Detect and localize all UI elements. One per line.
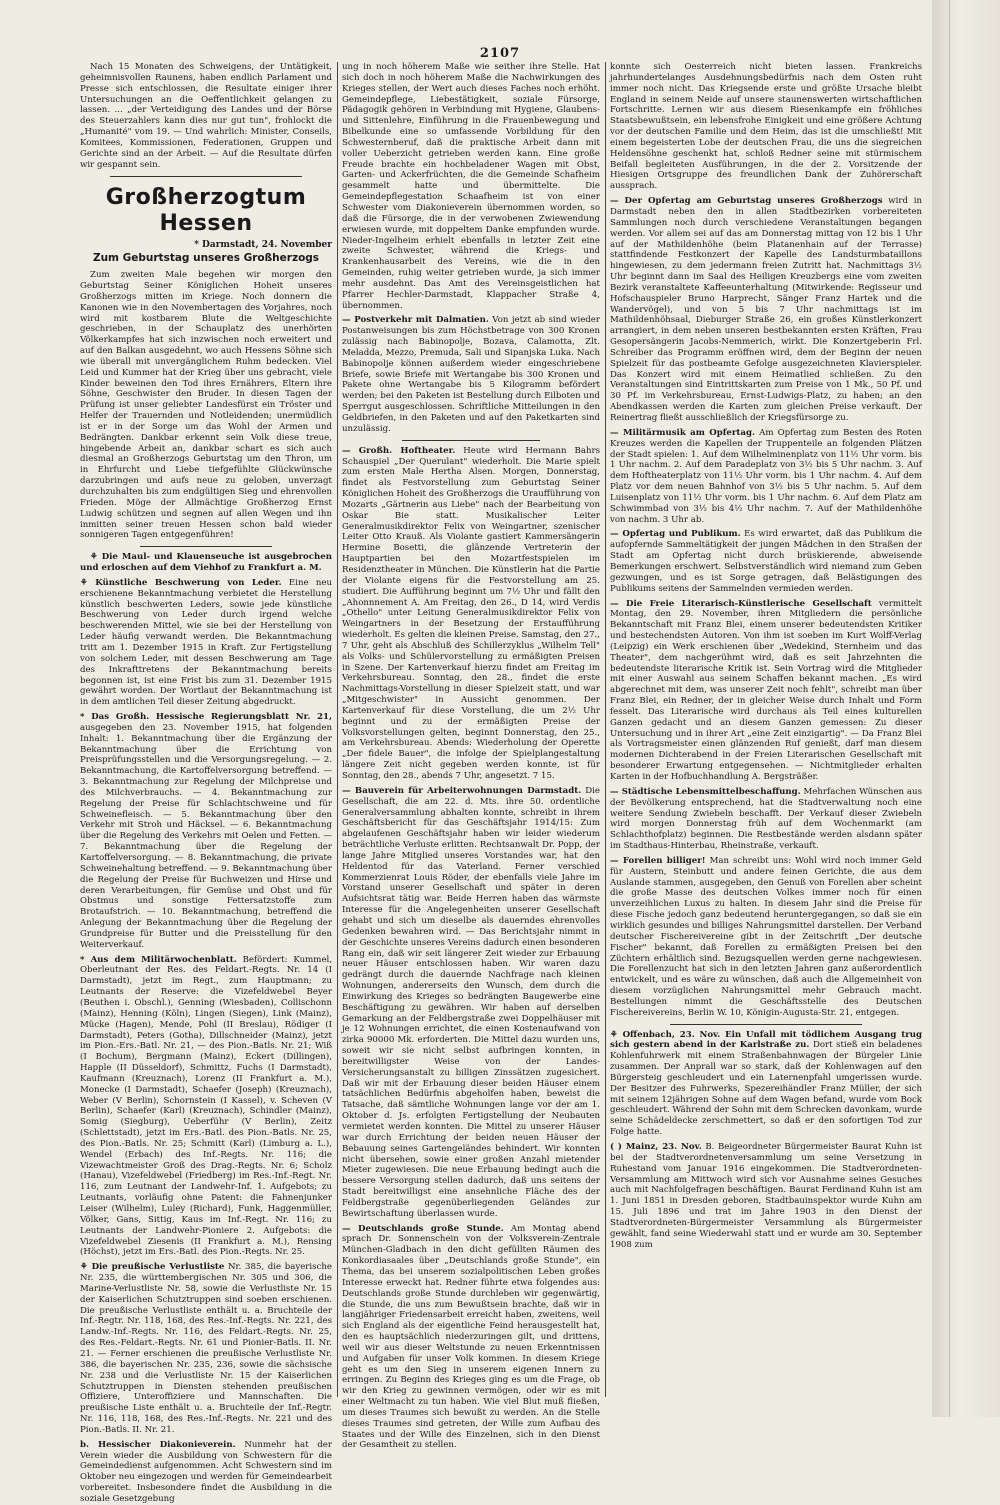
article-diakonieverein-title: b. Hessischer Diakonieverein. [80, 1439, 236, 1450]
page-edge-line [949, 0, 950, 1417]
separator [110, 176, 302, 177]
separator [402, 440, 540, 441]
article-militaermusik [610, 428, 922, 526]
binding-edge [932, 0, 1000, 1417]
separator [140, 546, 272, 547]
article-grosse-stunde-cont: konnte sich Oesterreich nicht bieten lassen. Frankreichs jahrhundertelanges Ausdehnungsbedürfnis nach dem Osten ruht immer noch nicht. Das Kriegsende erste und größte Ursache bleibt England in seinem Neide auf unsere staunenswerten wirtschaftlichen Fortschritte. Lernen wir aus diesem Riesenkampfe ein fröhliches Staatsbewußtsein, ein lebensfrohe Einigkeit und eine größere Achtung vor der deutschen Familie und dem Heim, das ist die umschließt! Mit einem begeisterten Lobe der deutschen Frau, die uns die siegreichen Heldensöhne geschenkt hat, schloß Redner seine mit stürmischem Beifall begleiteten Ausführungen, in die der 2. Vorsitzende der Hiesigen Ortsgruppe des freundlichen Dank der Zuhörerschaft aussprach. [610, 62, 922, 192]
column-rule-2 [605, 62, 606, 1397]
article-diakonieverein-text: Nunmehr hat der Verein wieder die Ausbildung von Schwestern für die Gemeindedienst aufgenommen. Acht Schwestern sind im Oktober neu eingezogen und werden für Gemeindearbeit vorbereitet. Insbesondere findet die Ausbildung in die soziale Gesetzgebung [80, 1439, 332, 1504]
article-postverkehr [342, 315, 600, 434]
article-literarische-gesellschaft [610, 599, 922, 783]
article-mainz-title: ( ) Mainz, 23. Nov. [610, 1142, 702, 1152]
article-mainz-text: B. Beigeordneter Bürgermeister Baurat Kuhn ist bei der Stadtverordnetenversammlung um seine Versetzung in Ruhestand vom Januar 1916 eingekommen. Die Stadtverordneten-Versammlung am Mittwoch wird sich vor Ausnahme seines Gesuches auch mit Nachfolgefragen beschäftigen. Baurat Ferdinand Kuhn ist am 1. Juni 1851 in Dresden geboren, Stadtbauinspektor wurde Kuhn am 15. Juli 1896 und trat im Jahre 1903 in den Dienst der Stadtverordneten-Bürgermeister Versammlung als Bürgermeister gewählt, fand seine Wiederwahl statt und er wurde am 30. September 1908 zum [610, 1142, 922, 1250]
article-grosse-stunde-title: — Deutschlands große Stunde. [342, 1223, 504, 1234]
article-lebensmittel-title: — Städtische Lebensmittelbeschaffung. [610, 786, 801, 797]
article-verlustliste-text: Nr. 385, die bayerische Nr. 235, die württembergischen Nr. 305 und 306, die Marine-Verlustliste Nr. 58, sowie die Verlustliste Nr. 15 der Kaiserlichen Schutztruppen sind soeben erschienen. Die preußische Verlustliste enthält u. a. Bruchteile der Inf.-Regtr. Nr. 118, 168, des Res.-Inf.-Regts. Nr. 221, des Landw.-Inf.-Regts. Nr. 116, des Feldart.-Regts. Nr. 25, des Res.-Feldart.-Regts. Nr. 61 und Pionier-Batls. II. Nr. 21. — Ferner erschienen die preußische Verlustliste Nr. 386, die bayerischen Nr. 235, 236, sowie die sächsische Nr. 238 und die Verlustliste Nr. 15 der Kaiserlichen Schutztruppen in Diensten stehenden preußischen Offiziere, Unteroffiziere und Mannschaften. Die preußische Liste enthält u. a. Bruchteile der Inf.-Regtr. Nr. 116, 118, 168, des Res.-Inf.-Regts. Nr. 221 und des Pion.-Batls. II. Nr. 21. [80, 1262, 332, 1435]
article-leder-text: Eine neu erschienene Bekanntmachung verbietet die Herstellung künstlich beschwerten Leders, sowie jede künstliche Beschwerung von Leder durch irgend welche beschwerenden Mittel, wie sie bei der Herstellung von Leder häufig verwandt werden. Die Bekanntmachung tritt am 1. Dezember 1915 in Kraft. Zur Fertigstellung von solchem Leder, mit dessen Beschwerung am Tage des Inkrafttretens der Bekanntmachung bereits begonnen ist, ist eine Frist bis zum 31. Dezember 1915 gewährt worden. Der Wortlaut der Bekanntmachung ist in dem amtlichen Teil dieser Zeitung abgedruckt. [80, 577, 333, 708]
article-literarische-gesellschaft-title: — Die Freie Literarisch-Künstlerische Gesellschaft [610, 598, 872, 609]
article-opfertag-title: — Der Opfertag am Geburtstag unseres Großherzogs [610, 196, 883, 207]
page-number: 2107 [479, 46, 521, 61]
article-bauverein-text: Die Gesellschaft, die am 22. d. Mts. ihre 50. ordentliche Generalversammlung abhalten konnte, schreibt in ihrem Geschäftsbericht für das Geschäftsjahr 1914/15: Zum abgelaufenen Geschäftsjahr haben wir leider wiederum beträchtliche Verluste erlitten. Rechtsanwalt Dr. Popp, der lange Jahre Mitglied unseres Vorstandes war, hat den Heldentod für das Vaterland. Ferner verschied Kommerzienrat Louis Röder, der ebenfalls viele Jahre im Vorstand unserer Gesellschaft und später in deren Aufsichtsrat tätig war. Beide Herren haben das wärmste Interesse für die Angelegenheiten unserer Gesellschaft gehabt und sich um dieselbe als dauerndes ehrenvolles Gedenken bewahren wird. — Das Berichtsjahr nimmt in der Geschichte unseres Vereins dadurch einen besonderen Rang ein, daß wir seit längerer Zeit wieder zur Erbauung neuer Häuser entschlossen haben. Wir waren dazu gedrängt durch die dauernde Nachfrage nach kleinen Wohnungen, andererseits den Wunsch, dem durch die Einwirkung des Krieges so bedrängten Baugewerbe eine Beschäftigung zu gewähren. Wir haben auf derselben Gemarkung an der Feldbergstraße zwei Doppelhäuser mit je 12 Wohnungen errichtet, die einen Kostenaufwand von zirka 90000 Mk. erforderten. Die Mittel dazu wurden uns, soweit wir sie nicht selbst aufbringen konnten, in bereitwilligster Weise von der Landes-Versicherungsanstalt zu billigen Zinssätzen zugesichert. Daß wir mit der Erbauung dieser beiden Häuser einem tatsächlichen Bedürfnis abgeholfen haben, beweist die Tatsache, daß sämtliche Wohnungen lange vor der am 1. Oktober d. Js. erfolgten Fertigstellung der Neubauten vermietet werden konnten. Die Mittel zu unserer Häuser war durch Errichtung der beiden neuen Häuser der Bebauung seines Gartengeländes behindert. Wir konnten nicht übersehen, sowie einer großen Anzahl mietender Mieter zugewiesen. Die neue Erbauung bedingt auch die bessere Versorgung stellen dadurch, daß uns seitens der Stadt bereitwilligst eine ansehnliche Fläche des der Feldbergstraße gegenüberliegenden Geländes zur Bewirtschaftung überlassen wurde. [342, 785, 600, 1219]
article-militaermusik-text: Am Opfertag zum Besten des Roten Kreuzes werden die Kapellen der Truppenteile an folgenden Plätzen der Stadt spielen: 1. Auf dem Wilhelminenplatz von 11½ Uhr vorm. bis 1 Uhr nachm. 2. Auf dem Paradeplatz von 3½ bis 5 Uhr nachm. 3. Auf dem Hoftheaterplatz von 11½ Uhr vorm. bis 1 Uhr nachm. 4. Auf dem Platz vor dem neuen Bahnhof von 3½ bis 5 Uhr nachm. 5. Auf dem Luisenplatz von 11½ Uhr vorm. bis 1 Uhr nachm. 6. Auf dem Platz am Schwimmbad von 3½ bis 4½ Uhr nachm. 7. Auf der Mathildenhöhe von nachm. 3 Uhr ab. [610, 427, 923, 525]
article-postverkehr-text: Von jetzt ab sind wieder Postanweisungen bis zum Höchstbetrage von 300 Kronen zulässig nach Babinopolje, Bozava, Calamotta, Zlt. Meladda, Mezzo, Premuda, Sali und Sipanjska Luka. Nach Babinopolje können außerdem wieder eingeschriebene Briefe, sowie Briefe mit Wertangabe bis 300 Kronen und Pakete ohne Wertangabe bis 5 Kilogramm befördert werden; bei den Paketen ist Bestellung durch Eilboten und Sperrgut ausgeschlossen. Schriftliche Mitteilungen in den Geldbriefen, in den Paketen und auf den Paketkarten sind unzulässig. [342, 315, 601, 434]
article-mainz [610, 1142, 922, 1250]
article-forellen-text: Man schreibt uns: Wohl wird noch immer Geld für Austern, Steinbutt und andere feinen Gerichte, die aus dem Auslande stammen, ausgegeben, den Genuß von Forellen aber scheint die große Masse des deutschen Volkes immer noch für einen unverzeihlichen Luxus zu halten. In diesem Jahr sind die Preise für diese Fische jedoch ganz bedeutend heruntergegangen, so daß sie ein wirklich gesundes und billiges Nahrungsmittel darstellen. Der Verband deutscher Fischereivereine gibt in der Zeitschrift „Der deutsche Fischer" bekannt, daß Forellen zu ermäßigten Preisen bei den Züchtern erhältlich sind. Bezugsquellen werden gerne nachgewiesen. Die Forellenzucht hat sich in den letzten Jahren ganz außerordentlich entwickelt, und es wäre zu wünschen, daß auch die Allgemeinheit von diesem vorzüglichen Nahrungsmittel mehr Gebrauch macht. Bestellungen nimmt die Geschäftsstelle des Deutschen Fischereivereins, Berlin W. 10, Königin-Augusta-Str. 21, entgegen. [610, 855, 923, 1018]
article-seuche: ⚘ Die Maul- und Klauenseuche ist ausgebrochen und erloschen auf dem Viehhof zu Frankfurt a. M. [80, 552, 332, 574]
article-hoftheater [342, 446, 600, 782]
column-2 [342, 62, 601, 1451]
section-header: Großherzogtum Hessen [105, 185, 307, 237]
dateline: * Darmstadt, 24. November [194, 240, 332, 251]
article-regierungsblatt [80, 712, 332, 951]
article-verlustliste [80, 1262, 332, 1436]
article-regierungsblatt-title: * Das Großh. Hessische Regierungsblatt Nr. 21, [80, 712, 332, 723]
article-militaerwochenblatt-text: Befördert: Kummel, Oberleutnant der Res. des Feldart.-Regts. Nr. 14 (I Darmstadt), jetzt im Regt., zum Hauptmann; zu Leutnants der Reserve: die Vizefeldwebel Beyer (Beuthen i. Obschl.), Genning (Wiesbaden), Collischonn (Mainz), Henning (Köln), Lingen (Siegen), Link (Mainz), Mücke (Hagen), Mende, Pohl (II Breslau), Rödiger (I Darmstadt), Peters (Gotha), Dillschneider (Mainz), jetzt im Pion.-Ers.-Batl. Nr. 21, — des Pion.-Batls. Nr. 21; Wiß (I Bochum), Bergmann (Mainz), Eckert (Dillingen), Happle (II Düsseldorf), Schmittz, Fuchs (I Darmstadt), Kaufmann (Kreuznach), Lorenz (II Frankfurt a. M.), Monecke (I Darmstadt), Schaefer (Joseph) (Kreuznach), Weber (V Berlin), Schornstein (I Kassel), v. Scheven (V Berlin), Schaefer (Karl) (Kreuznach), Schindler (Mainz), Somig (Siegburg), Ueberführ (V Berlin), Zeitz (Schlettstadt), jetzt im Ers.-Batl. des Pion.-Batls. Nr. 25, des Pion.-Batls. Nr. 25; Schmitt (Karl) (Limburg a. L.), Wendel (Erbach) des Inf.-Regts. Nr. 116; die Vizewachtmeister Groß des Drag.-Regts. Nr. 6; Scholz (Hanau), Vizefeldwebel (Friedberg) im Res.-Inf.-Regt. Nr. 116, zum Leutnant der Landwehr-Inf. 1. Aufgebots; zu Leutnants, vorläufig ohne Patent: die Fahnenjunker Leiser (Wilhelm), Luley (Richard), Funk, Haggenmüller, Völker, Gans, Sittig, Kaus im Inf.-Regt. Nr. 116; zu Leutnants der Landwehr-Pioniere 2. Aufgebots: die Vizefeldwebel Ziesenis (II Frankfurt a. M.), Rensing (Höchst), jetzt im Ers.-Batl. des Pion.-Regts. Nr. 25. [80, 954, 333, 1258]
column-3 [610, 62, 922, 1407]
column-rule-1 [337, 62, 338, 1397]
article-hoftheater-text: Heute wird Hermann Bahrs Schauspiel „Der Querulant" wiederholt. Die Marie spielt zum ersten Male Hertha Alsen. Morgen, Donnerstag, findet als Festvorstellung zum Geburtstag Seiner Königlichen Hoheit des Großherzogs die Uraufführung von Mozarts „Gärtnerin aus Liebe" nach der Bearbeitung von Oskar Bie statt. Musikalischer Leiter Generalmusikdirektor Felix von Weingartner, szenischer Leiter Otto Krauß. Als Violante gastiert Kammersängerin Hermine Bosetti, die glänzende Vertreterin der Hauptpartien bei den Mozartfestspielen im Residenztheater in München. Die Künstlerin hat die Partie der Violante eigens für die Festvorstellung am 25. studiert. Die Aufführung beginnt um 7½ Uhr und fällt den „Ahonnnement A. Am Freitag, den 26., D 14, wird Verdis „Othello" unter Leitung Generalmusikdirektor Felix von Weingartners in der Besetzung der Erstaufführung wiederholt. Es gelten die kleinen Preise. Samstag, den 27., 7 Uhr, geht als Abschluß des Schillerzyklus „Wilhelm Tell" als Volks- und Schülervorstellung zu ermäßigten Preisen in Szene. Der Kartenverkauf hierzu findet am Freitag im Verkehrsbureau. Sonntag, den 28., findet die erste Nachmittags-Vorstellung in dieser Spielzeit statt, und war „Mitgeschwister" in Aussicht genommen. Der Kartenverkauf für diese Vorstellung, die um 2½ Uhr beginnt und zu der ermäßigten Preise der Volksvorstellungen gelten, beginnt Donnerstag, den 25., am Verkehrsbureau. Abends: Wiederholung der Operette „Der fidele Bauer", die infolge der Spielplangestaltung längere Zeit nicht gegeben werden konnte, ist für Sonntag, den 28., abends 7 Uhr, angesetzt. 7 15. [342, 445, 601, 781]
article-militaerwochenblatt-title: * Aus dem Militärwochenblatt. [80, 954, 237, 965]
article-publikum-text: Es wird erwartet, daß das Publikum die aufopfernde Sammeltätigkeit der jungen Mädchen in den Straßen der Stadt am Opfertag nicht durch brüskierende, abweisende Bemerkungen erschwert. Selbstverständlich wird niemand zum Geben gezwungen, und es ist Sorge getragen, daß Belästigungen des Publikums seitens der Sammelnden vermieden werden. [610, 529, 922, 594]
article-diakonieverein [80, 1440, 332, 1505]
article-regierungsblatt-text: ausgegeben den 23. November 1915, hat folgenden Inhalt: 1. Bekanntmachung über die Ergänzung der Bekanntmachung über die Errichtung von Preisprüfungsstellen und die Versorgungsregelung. — 2. Bekanntmachung, die Kartoffelversorgung betreffend. — 3. Bekanntmachung zur Regelung der Milchpreise und des Milchverbrauchs. — 4. Bekanntmachung zur Regelung der Preise für Schlachtschweine und für Schweinefleisch. — 5. Bekanntmachung über den Verkehr mit Stroh und Häcksel. — 6. Bekanntmachung über die Regelung des Verkehrs mit Oelen und Fetten. — 7. Bekanntmachung über die Regelung der Kartoffelversorgung. — 8. Bekanntmachung, die private Schweinehaltung betreffend. — 9. Bekanntmachung über die Regelung der Preise für Buchweizen und Hirse und deren Verarbeitungen, für Gemüse und Obst und für Obstmus und sonstige Fettersatzstoffe zum Brotaufstrich. — 10. Bekanntmachung, betreffend die Anlegung der Bekanntmachung über die Regelung der Grundpreise für Butter und die Preisstellung für den Weiterverkauf. [80, 722, 332, 950]
article-lebensmittel-text: Mehrfachen Wünschen aus der Bevölkerung entsprechend, hat die Stadtverwaltung noch eine weitere Sendung Zwiebeln beschafft. Der Verkauf dieser Zwiebeln wird morgen Donnerstag früh auf dem Wochenmarkt (am Schlachthofplatz) beginnen. Die Restbestände werden alsdann später im Stadthaus-Hinterbau, Rheinstraße, verkauft. [610, 786, 922, 852]
article-grosse-stunde [342, 1224, 600, 1452]
article-leder [80, 578, 332, 708]
article-forellen [610, 856, 922, 1019]
article-forellen-title: — Forellen billiger! [610, 855, 706, 866]
article-leder-title: ⚘ Künstliche Beschwerung von Leder. [80, 577, 282, 588]
article-birthday-text: Zum zweiten Male begehen wir morgen den Geburtstag Seiner Königlichen Hoheit unseres Großherzogs mitten im Kriege. Noch donnern die Kanonen wie in den Novembertagen des Vorjahres, noch wird mit kostbarem Blute die Weltgeschichte geschrieben, in der Schauplatz des unerhörten Völkerkampfes hat sich inzwischen noch erweitert und auf den Balkan ausgedehnt, wo auch Hessens Söhne sich wie überall mit unvergänglichem Ruhm bedecken. Viel Leid und Kummer hat der Krieg über uns gebracht, viele Kinder beweinen den Tod ihres Ernährers, Eltern ihre Söhne, Geschwister den Bruder. In diesen Tagen der Prüfung ist unser geliebter Landesfürst ein Tröster und Helfer der Trauernden und Notleidenden; unermüdlich ist er in der Sorge um das Wohl der Armen und Bedrängten. Dankbar erkennt sein Volk diese treue, hingebende Arbeit an, dankbar schart es sich auch diesmal an Großherzogs Geburtstag um den Thron, um in Ehrfurcht und Liebe tiefgefühlte Glückwünsche darzubringen und aufs neue zu geloben, unverzagt durchzuhalten bis zum endgültigen Sieg und ehrenvollen Frieden. Möge der Allmächtige Großherzog Ernst Ludwig schützen und segnen auf allen Wegen und ihn inmitten seiner treuen Hessen schon bald wieder sonnigeren Tagen entgegenführen! [80, 270, 332, 541]
article-opfertag [610, 196, 922, 424]
article-publikum-title: — Opfertag und Publikum. [610, 529, 741, 540]
article-verlustliste-title: ⚘ Die preußische Verlustliste [80, 1262, 225, 1273]
separator [670, 1024, 862, 1025]
article-offenbach [610, 1030, 922, 1138]
article-militaerwochenblatt [80, 955, 332, 1259]
article-offenbach-title: ⚘ Offenbach, 23. Nov. Ein Unfall mit tödlichem Ausgang trug sich gestern abend in der Karlstraße zu. [610, 1029, 922, 1051]
article-grosse-stunde-text: Am Montag abend sprach Dr. Sonnenschein von der Volksverein-Zentrale München-Gladbach in den dicht gefüllten Räumen des Konkordiasaales über „Deutschlands große Stunde", ein Thema, das bei unserem sozialpolitischen Leben großes Interesse erweckt hat. Redner führte etwa folgendes aus: Deutschlands große Stunde durchleben wir gegenwärtig, die Stunde, die uns zum Bewußtsein brachte, daß wir in langjähriger Friedensarbeit erreicht haben, zweitens, weil sich England als der eigentliche Feind herausgestellt hat, den es hauptsächlich niederzuringen gilt, und drittens, weil wir aus dieser Weltstunde zu neuen Erkenntnissen und Aufgaben für unser Volk kommen. In diesem Kriege geht es um den Sieg in unserem eigenen Innern zu erringen. Zu Beginn des Krieges ging es um die Frage, ob wir den Krieg zu gewinnen vermögen, oder wir es mit einer Weltmacht zu tun haben. Wie viel Blut muß fließen, um dieses Traumes sich bewußt zu werden. An die Stelle dieses Traumes sind getreten, der Wille zum Aufbau des Staates und der Wille des Einzelnen, sich in den Dienst der Gesamtheit zu stellen. [342, 1223, 600, 1451]
article-bauverein-title: — Bauverein für Arbeiterwohnungen Darmstadt. [342, 785, 582, 796]
intro-paragraph: Nach 15 Monaten des Schweigens, der Untätigkeit, geheimnisvollen Raunens, haben endlich Parlament und Presse sich entschlossen, die Resultate einiger ihrer Untersuchungen an die Oeffentlichkeit gelangen zu lassen. ... „der Verteidigung des Landes und der Börse des Steuerzahlers kann dies nur gut tun", frohlockt die „Humanité" vom 19. — Und wahrlich: Minister, Conseils, Komitees, Kommissionen, Federationen, Gruppen und Gerichte sind an der Arbeit. — Auf die Resultate dürfen wir gespannt sein. [80, 62, 332, 170]
article-bauverein [342, 786, 600, 1220]
article-literarische-gesellschaft-text: vermittelt Montag, den 29. November, ihren Mitgliedern die persönliche Bekanntschaft mit Franz Blei, einem unserer bedeutendsten Kritiker und bestechendsten Autoren. Von ihm ist soeben im Kurt Wolff-Verlag (Leipzig) ein Werk erschienen über „Wedekind, Sternheim und das Theater", dem nachgerühmt wird, daß es seit Jahrzehnten die bedeutendste literarische Kritik ist. Sein Vortrag wird die Mitglieder mit einer Auswahl aus seinem Schaffen bekannt machen. „Es wird abgerechnet mit dem, was unserer Zeit noch fehlt", schreibt man über Franz Blei, ein Redner, der in gleicher Weise durch Inhalt und Form fesselt. Das Literarische wird durchaus als Teil eines kulturellen Ganzen gedacht und an diesem Ganzen gemessen: Zu dieser Untersuchung und in ihrer Art „eine Zeit einzigartig". — Da Franz Blei als Vortragsmeister einen glänzenden Ruf genießt, darf man diesem modernen Dichterabend in der Freien Literarischen Gesellschaft mit besonderer Erwartung entgegensehen. — Nichtmitglieder erhalten Karten in der Hofbuchhandlung A. Bergsträßer. [610, 598, 922, 782]
article-militaermusik-title: — Militärmusik am Opfertag. [610, 427, 755, 438]
article-lebensmittel [610, 787, 922, 852]
article-diakonie-cont: ung in noch höherem Maße wie seither ihre Stelle. Hat sich doch in noch höherem Maße die Nachwirkungen des Krieges stellen, der Wert auch dieses Faches noch erhöht. Gemeindepflege, Liebestätigkeit, soziale Fürsorge, Pädagogik gehören in Verbindung mit Hygiene, Glaubens- und Sittenlehre, Einführung in die Frauenbewegung und Bibelkunde eine so umfassende Vorbildung für den Schwesternberuf, daß die praktische Arbeit dann mit voller Ueberzicht getrieben werden kann. Eine große Freude brachte ein hochbeladener Wagen mit Obst, Garten- und Ackerfrüchten, die die Gemeinde Schafheim gesammelt hatte und übermittelte. Die Gemeindepflegestation Schaafheim ist von einer Schwester vom Diakonieverein übernommen worden, so daß die Fürsorge, die in der verwobenen Zwiewendung erwiesen wurde, mit doppeltem Danke empfunden wurde. Nieder-Ingelheim erhielt ebenfalls in letzter Zeit eine zweite Schwester, während die Kriegs- und Krankenhausarbeit des Vereins, wie die in den Gemeinden, ruhig weiter getrieben wurde, ja sich immer mehr ausdehnt. Das Amt des Vereinsgeistlichen hat Pfarrer Hechler-Darmstadt, Klappacher Straße 4, übernommen. [342, 62, 600, 311]
article-postverkehr-title: — Postverkehr mit Dalmatien. [342, 315, 489, 326]
article-hoftheater-title: — Großh. Hoftheater. [342, 445, 456, 456]
article-offenbach-text: Dort stieß ein beladenes Kohlenfuhrwerk mit einem Straßenbahnwagen der Bürgeler Linie zusammen. Der Anprall war so stark, daß der Kohlenwagen auf den Bürgersteig geschleudert und ein Laternenpfahl umgerissen wurde. Der Besitzer des Fuhrwerks, Spezereihändler Franz Müller, der sich mit seinem 12jährigen Sohne auf dem Wagen befand, wurde vom Bock geschleudert. Während der Sohn mit dem Schrecken davonkam, wurde seine Schädeldecke zerschmettert, so daß er den sofortigen Tod zur Folge hatte. [610, 1040, 922, 1138]
article-publikum [610, 529, 922, 594]
article-title: Zum Geburtstag unseres Großherzogs [92, 252, 320, 265]
column-1 [80, 62, 333, 1504]
article-opfertag-text: wird in Darmstadt neben den in allen Stadtbezirken vorbereiteten Sammlungen noch durch verschiedene Veranstaltungen begangen werden. Vor allem sei auf das am Donnerstag mittag von 12 bis 1 Uhr auf der Mathildenhöhe (beim Platanenhain auf der Terrasse) stattfindende Festkonzert der Kapelle des Landsturmbataillons hingewiesen, zu dem jedermann freien Zutritt hat. Nachmittags 3½ Uhr beginnt dann im Saal des Heiligen Kreuzbergs eine vom zweiten Bezirk veranstaltete Kaffeeunterhaltung (Mitwirkende: Regisseur und Hofschauspieler Bruno Harprecht, Sänger Franz Hartek und die Wandervögel), und von 5 bis 7 Uhr nachmittags ist im Mathildenhöhsaal, Dieburger Straße 26, ein großes Künstlerkonzert arrangiert, in dem neben unseren bestbekannten ersten Kräften, Frau Gesopersängerin Jacobs-Nemmerich, wirkt. Die Konzertgeberin Frl. Schreiber das Programm eröffnen wird, dem der Beginn der neuen Spielzeit für das postbeamte Gefolge ausgezeichneten Klavierspieler. Das Konzert wird mit einem Heimatlied schließen. Zu den Veranstaltungen sind Eintrittskarten zum Preise von 1 Mk., 50 Pf. und 30 Pf. im Verkehrsbureau, Ernst-Ludwigs-Platz, zu haben; an den Abendkassen werden die Karten zum gleichen Preise verkauft. Der Reinertrag fließt ausschließlich der Kriegsfürsorge zu. [610, 196, 922, 423]
